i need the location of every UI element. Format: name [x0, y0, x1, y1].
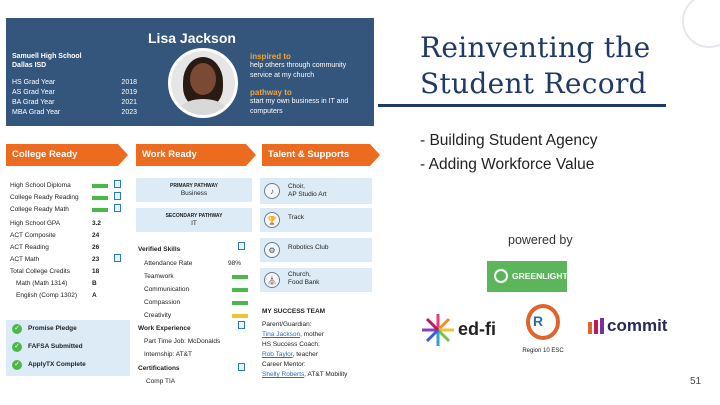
checkmark-icon: ✓: [12, 342, 22, 352]
college-row-value: 18: [92, 268, 100, 275]
college-row-label: Math (Math 1314): [16, 280, 68, 287]
region10-mark: R: [533, 313, 544, 329]
college-row-label: College Ready Math: [10, 206, 69, 213]
grad-year-row: MBA Grad Year 2023: [12, 109, 137, 116]
college-ready-header: College Ready: [6, 144, 118, 166]
slide-title: [420, 30, 650, 102]
skill-bar: [232, 288, 248, 292]
title-line: Reinventing the: [420, 31, 651, 64]
grad-year-row: BA Grad Year 2021: [12, 99, 137, 106]
bullet-item: - Adding Workforce Value: [420, 156, 595, 173]
college-row-label: College Ready Reading: [10, 194, 79, 201]
college-row-value: 24: [92, 232, 100, 239]
document-icon[interactable]: [238, 321, 245, 329]
document-icon[interactable]: [114, 192, 121, 200]
powered-by-label: powered by: [508, 233, 573, 247]
slide-number: 51: [690, 376, 702, 387]
team-member: Shelly Roberts, AT&T Mobility: [262, 371, 348, 378]
talent-text: Robotics Club: [288, 244, 329, 251]
talent-item: [260, 208, 372, 232]
talent-text: Choir,: [288, 183, 305, 190]
skill-label: Attendance Rate: [144, 260, 193, 267]
certifications-heading: Certifications: [138, 365, 180, 372]
talent-item: [260, 238, 372, 262]
talent-text: Church,: [288, 271, 311, 278]
edfi-logo: [420, 312, 500, 348]
inspired-heading: inspired to: [250, 52, 291, 61]
skill-label: Creativity: [144, 312, 172, 319]
success-team-heading: MY SUCCESS TEAM: [262, 308, 326, 315]
greenlight-mark-icon: [494, 269, 508, 283]
checkmark-icon: ✓: [12, 324, 22, 334]
team-member-link[interactable]: Shelly Roberts: [262, 371, 305, 378]
grad-year-row: AS Grad Year 2019: [12, 89, 137, 96]
commit-bar-icon: [588, 322, 592, 334]
church-icon: ⛪: [264, 272, 280, 288]
check-label: Promise Pledge: [28, 325, 77, 332]
bullet-item: - Building Student Agency: [420, 132, 598, 149]
team-role: Career Mentor:: [262, 361, 306, 368]
inspired-text: help others through community service at my church: [250, 62, 347, 79]
secondary-pathway-box: [136, 208, 252, 232]
check-label: ApplyTX Complete: [28, 361, 86, 368]
team-member: Tina Jackson, mother: [262, 331, 324, 338]
skill-bar: [232, 301, 248, 305]
district-name: Dallas ISD: [12, 62, 47, 69]
checkmark-icon: ✓: [12, 360, 22, 370]
title-underline: [378, 104, 666, 107]
college-checklist: [6, 320, 130, 376]
skill-label: Communication: [144, 286, 190, 293]
college-row-value: B: [92, 280, 97, 287]
college-row-value: 3.2: [92, 220, 102, 227]
student-photo: [168, 48, 238, 118]
commit-logo-text: commit: [607, 316, 668, 335]
edfi-burst-icon: [420, 312, 456, 348]
grad-years: [12, 78, 137, 118]
edfi-logo-text: ed-fi: [458, 319, 496, 339]
document-icon[interactable]: [114, 180, 121, 188]
secondary-pathway-value: IT: [191, 220, 197, 227]
job-item: Part Time Job: McDonalds: [144, 338, 221, 345]
verified-skills-heading: Verified Skills: [138, 246, 181, 253]
college-row-value: 23: [92, 256, 100, 263]
student-name: Lisa Jackson: [148, 30, 236, 46]
greenlight-logo-text: GREENLIGHT: [512, 271, 568, 281]
job-item: Internship: AT&T: [144, 351, 192, 358]
talent-text: Track: [288, 214, 305, 221]
college-row-label: ACT Composite: [10, 232, 56, 239]
robot-icon: ⚙: [264, 242, 280, 258]
talent-item: [260, 268, 372, 292]
college-row-label: Total College Credits: [10, 268, 70, 275]
document-icon[interactable]: [238, 242, 245, 250]
team-role: Parent/Guardian:: [262, 321, 312, 328]
student-record-card: [6, 18, 374, 398]
pathway-heading: pathway to: [250, 88, 292, 97]
school-name: Samuell High School: [12, 53, 82, 60]
college-row-label: High School GPA: [10, 220, 61, 227]
work-experience-heading: Work Experience: [138, 325, 191, 332]
primary-pathway-label: PRIMARY PATHWAY: [170, 183, 218, 189]
document-icon[interactable]: [114, 254, 121, 262]
talent-text: Food Bank: [288, 279, 320, 286]
status-bar: [92, 208, 108, 212]
work-ready-header: Work Ready: [136, 144, 246, 166]
cert-item: Comp TIA: [146, 378, 176, 385]
trophy-icon: 🏆: [264, 212, 280, 228]
team-member: Rob Taylor, teacher: [262, 351, 318, 358]
profile-header: [6, 18, 374, 126]
skill-value: 98%: [228, 260, 242, 267]
commit-bar-icon: [600, 318, 604, 334]
skill-bar: [232, 275, 248, 279]
skill-label: Compassion: [144, 299, 181, 306]
grad-year-row: HS Grad Year 2018: [12, 79, 137, 86]
college-row-value: 26: [92, 244, 100, 251]
talent-text: AP Studio Art: [288, 191, 327, 198]
greenlight-logo: [487, 261, 567, 292]
college-ready-list: [6, 180, 132, 316]
skill-bar: [232, 314, 248, 318]
status-bar: [92, 184, 108, 188]
talent-item: [260, 178, 372, 204]
region10-logo: [518, 304, 568, 364]
college-row-label: High School Diploma: [10, 182, 71, 189]
status-bar: [92, 196, 108, 200]
commit-bar-icon: [594, 320, 598, 334]
primary-pathway-box: [136, 178, 252, 202]
pathway-text: start my own business in IT and computers: [250, 98, 349, 115]
skill-label: Teamwork: [144, 273, 174, 280]
document-icon[interactable]: [238, 363, 245, 371]
college-row-label: ACT Reading: [10, 244, 49, 251]
talent-supports-header: Talent & Supports: [262, 144, 370, 166]
title-line: Student Record: [420, 67, 647, 100]
region10-logo-text: Region 10 ESC: [522, 348, 564, 354]
college-row-label: ACT Math: [10, 256, 40, 263]
team-role: HS Success Coach:: [262, 341, 320, 348]
check-label: FAFSA Submitted: [28, 343, 83, 350]
team-member-link[interactable]: Rob Taylor: [262, 351, 293, 358]
music-icon: ♪: [264, 183, 280, 199]
college-row-label: English (Comp 1302): [16, 292, 78, 299]
commit-logo: [588, 318, 680, 340]
primary-pathway-value: Business: [180, 190, 208, 197]
college-row-value: A: [92, 292, 97, 299]
document-icon[interactable]: [114, 204, 121, 212]
team-member-link[interactable]: Tina Jackson: [262, 331, 301, 338]
secondary-pathway-label: SECONDARY PATHWAY: [165, 213, 223, 219]
